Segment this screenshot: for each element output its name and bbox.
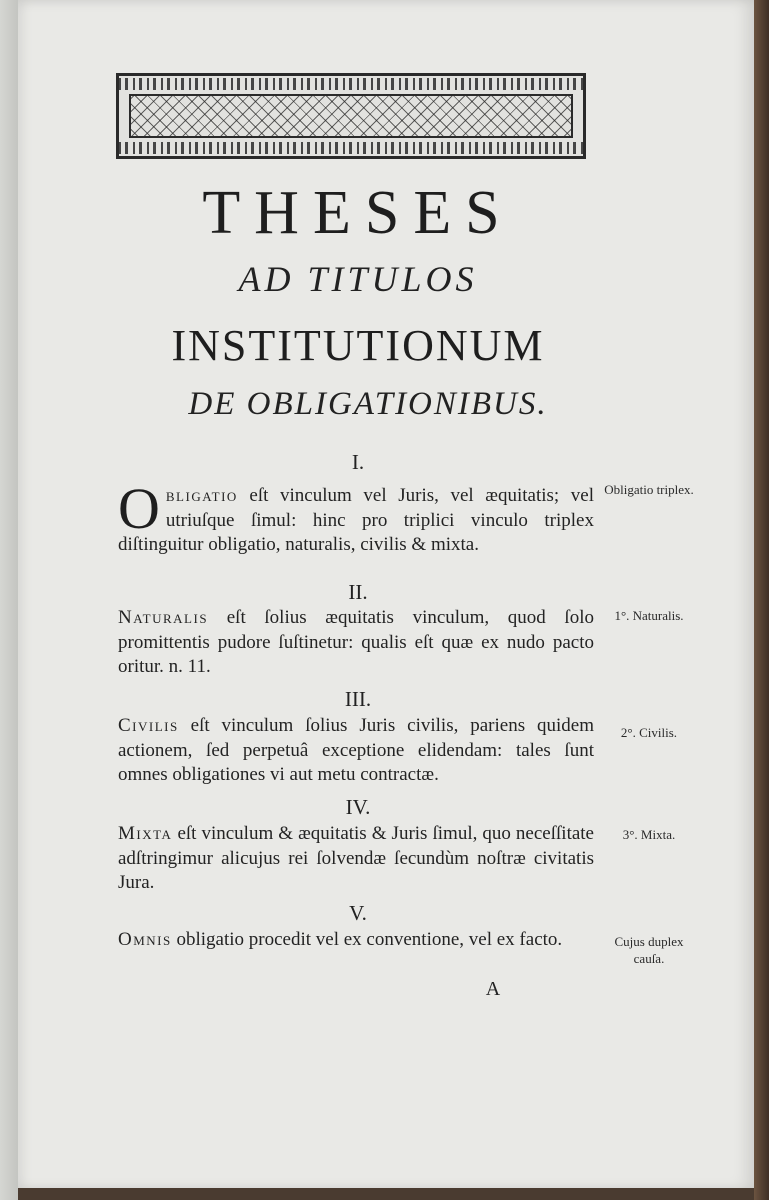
- ornament-border-bottom: [119, 142, 583, 154]
- paragraph-text: eſt vinculum ſolius Juris civilis, pariens quidem actionem, ſed perpetuâ exceptione elidendam: tales ſunt omnes obligationes vi aut metu contractæ.: [118, 715, 594, 785]
- section-paragraph: [118, 822, 594, 896]
- paragraph-lead-word: bligatio: [165, 485, 238, 506]
- section-paragraph: [118, 714, 594, 788]
- title-ad-titulos: AD TITULOS: [238, 259, 478, 299]
- paragraph-text: eſt vinculum vel Juris, vel æquitatis; vel utriuſque ſimul: hinc pro triplici vinculo triplex diſtinguitur obligatio, naturalis, civilis & mixta.: [118, 485, 594, 555]
- margin-note: 1°. Naturalis.: [614, 608, 684, 623]
- paragraph-lead-word: Civilis: [118, 715, 179, 736]
- ornament-border-top: [119, 78, 583, 90]
- section-numeral: II.: [348, 580, 368, 604]
- paragraph-lead-word: Mixta: [118, 823, 173, 844]
- ornament-pattern: [129, 94, 573, 138]
- ornamental-header-band: [116, 73, 586, 159]
- section-paragraph: [118, 606, 594, 680]
- paragraph-lead-word: Omnis: [118, 929, 172, 950]
- title-theses: THESES: [202, 179, 514, 247]
- section-paragraph: [118, 476, 594, 558]
- title-institutionum: INSTITUTIONUM: [171, 321, 545, 370]
- book-page: [18, 0, 754, 1190]
- margin-note: Obligatio triplex.: [604, 482, 694, 497]
- margin-note: 3°. Mixta.: [622, 827, 676, 842]
- section-numeral: V.: [349, 901, 367, 925]
- paragraph-text: obligatio procedit vel ex conventione, vel ex facto.: [171, 929, 563, 950]
- book-spine-edge: [0, 0, 18, 1200]
- book-cover-edge: [754, 0, 769, 1200]
- margin-note: Cujus duplex cauſa.: [614, 934, 684, 966]
- title-de-obligationibus: DE OBLIGATIONIBUS.: [188, 386, 548, 422]
- section-numeral: I.: [351, 450, 365, 474]
- paragraph-text: eſt ſolius æquitatis vinculum, quod ſolo promittentis pudore ſuſtinetur: qualis eſt quæ ex nudo pacto oritur. n. 11.: [118, 607, 594, 677]
- book-bottom-edge: [18, 1188, 754, 1200]
- drop-cap: O: [118, 476, 160, 541]
- signature-mark: A: [485, 978, 501, 1000]
- section-numeral: III.: [344, 687, 372, 711]
- section-numeral: IV.: [345, 795, 371, 819]
- margin-note: 2°. Civilis.: [620, 725, 678, 740]
- paragraph-lead-word: Naturalis: [118, 607, 209, 628]
- paragraph-text: eſt vinculum & æquitatis & Juris ſimul, quo neceſſitate adſtringimur alicujus rei ſolvendæ ſecundùm noſtræ civitatis Jura.: [118, 823, 594, 893]
- section-paragraph: [118, 928, 594, 953]
